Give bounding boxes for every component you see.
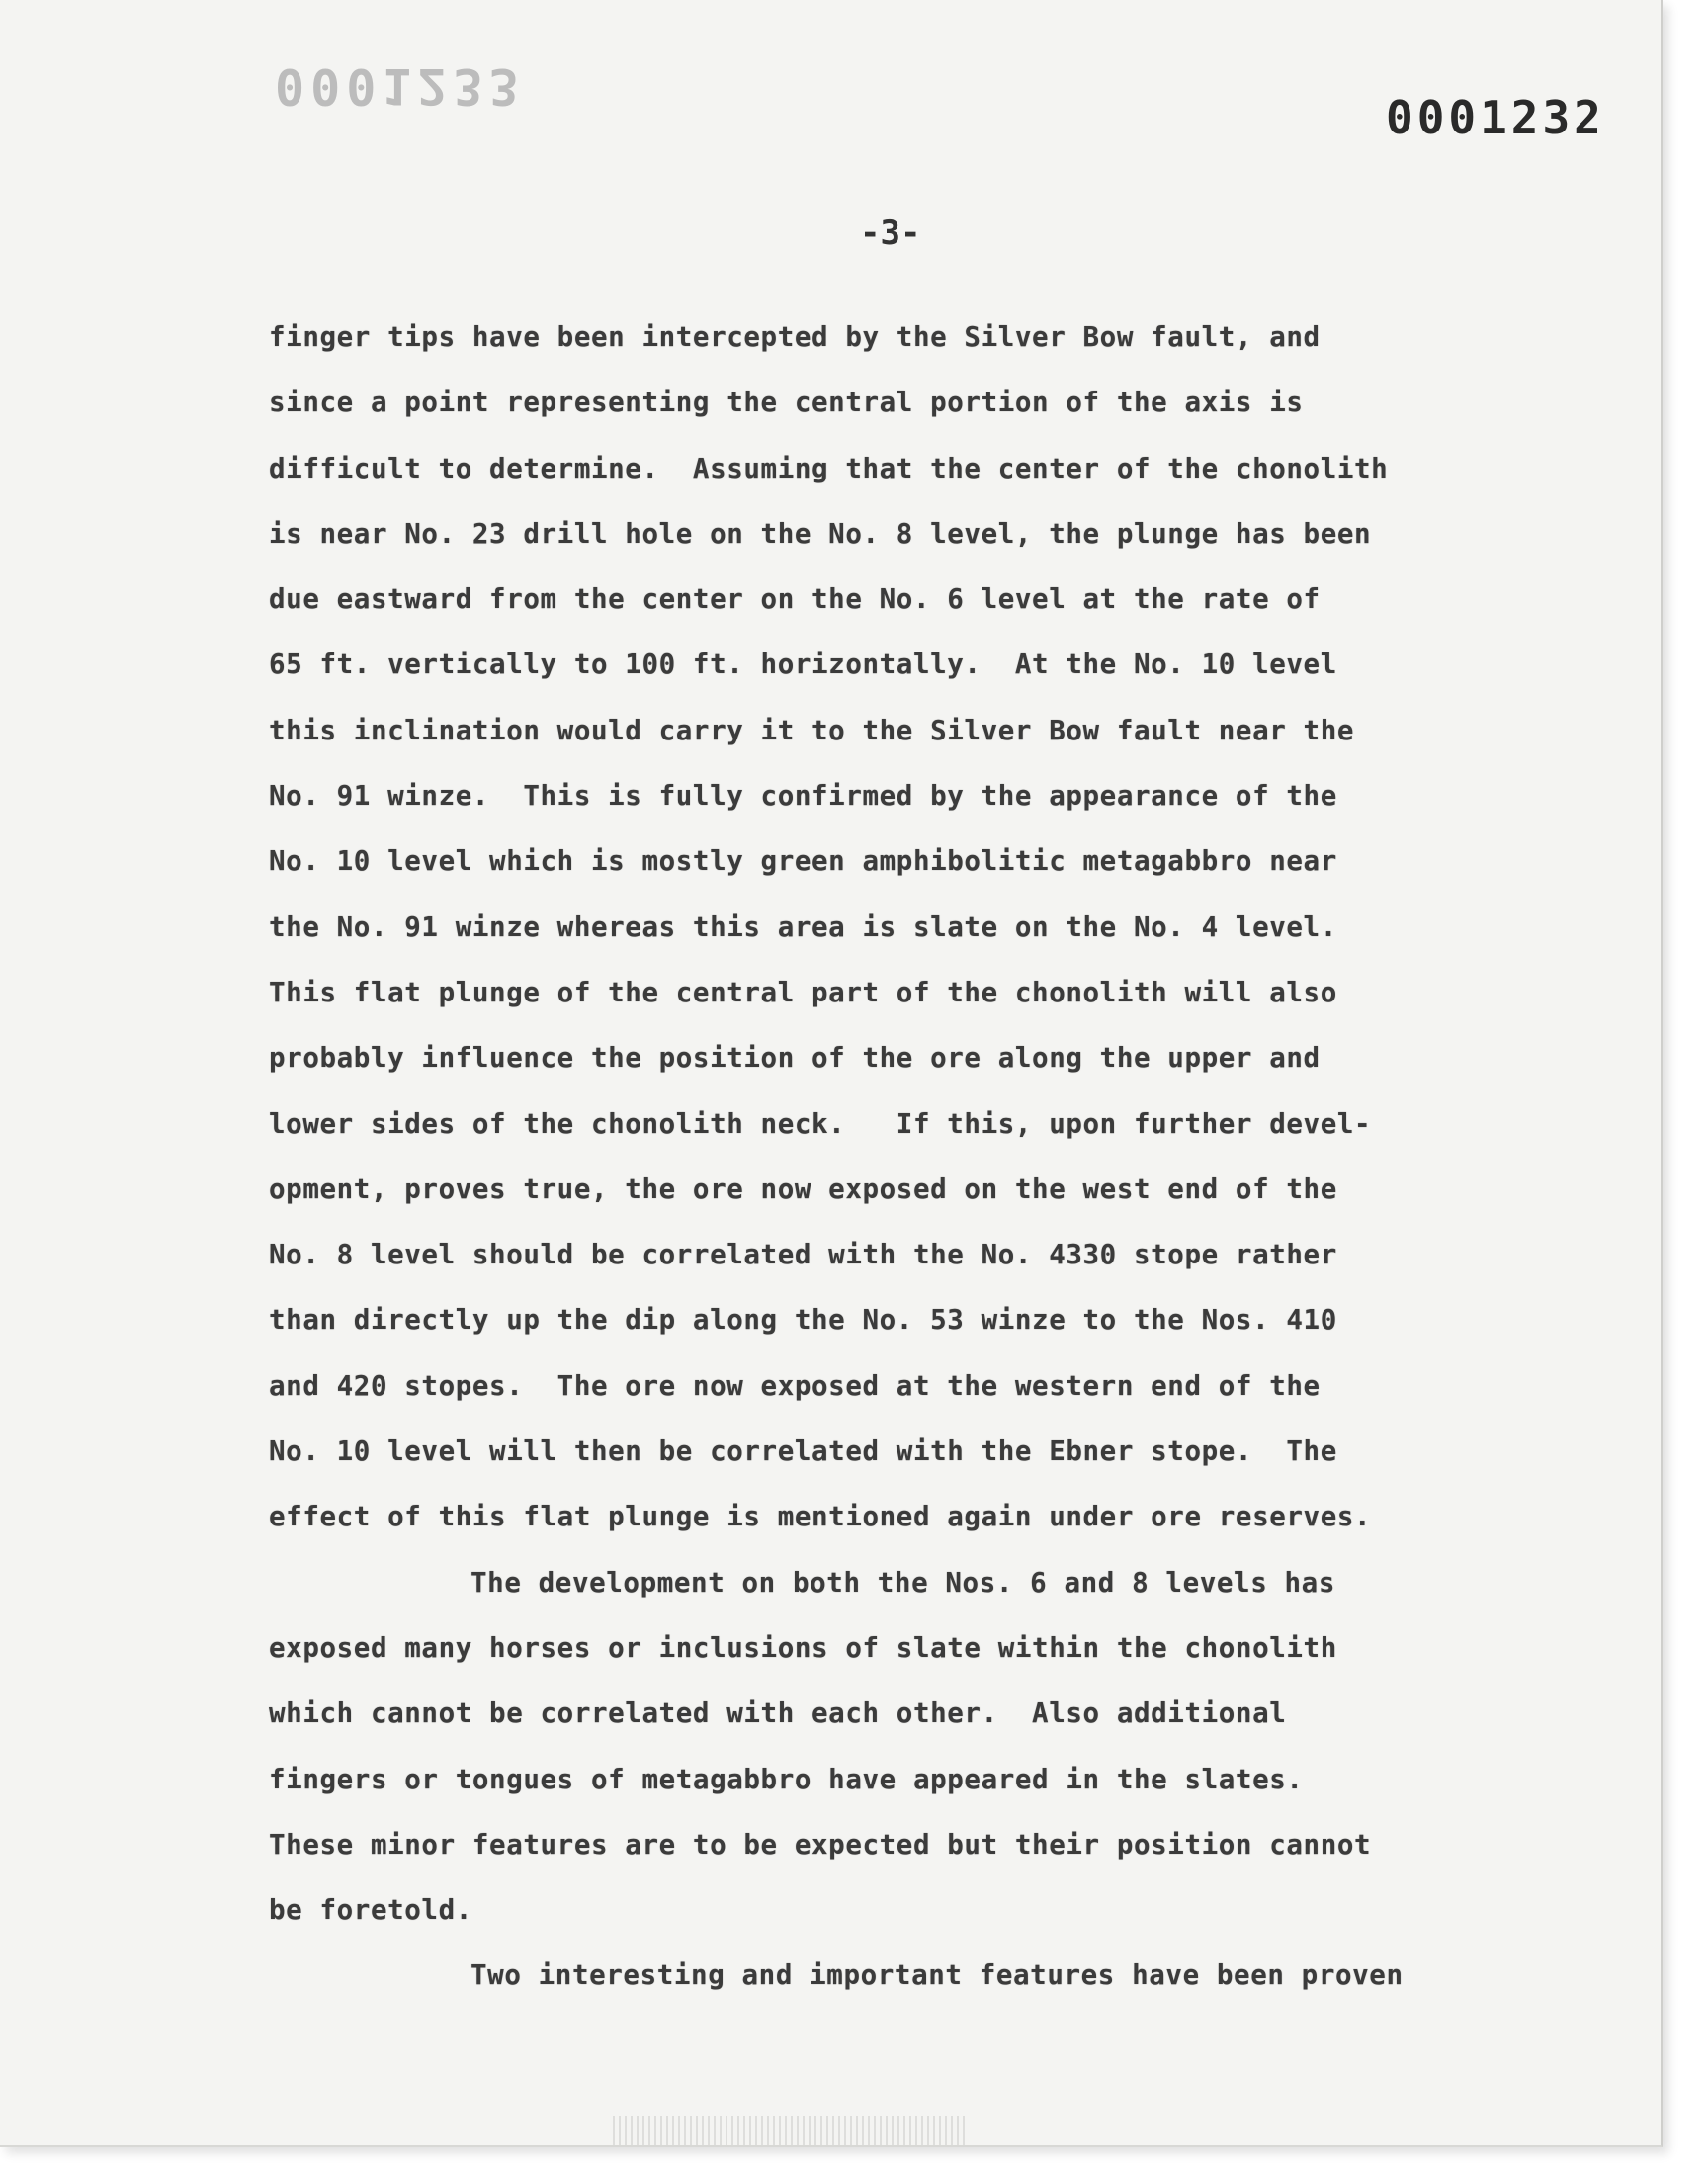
body-text <box>269 304 1613 2009</box>
text-line: difficult to determine. Assuming that the center of the chonolith <box>269 452 1389 484</box>
text-line: the No. 91 winze whereas this area is slate on the No. 4 level. <box>269 911 1337 943</box>
text-line: No. 91 winze. This is fully confirmed by the appearance of the <box>269 780 1337 813</box>
text-line: be foretold. <box>269 1894 472 1927</box>
page-number-stamp: 0001232 <box>1386 91 1605 144</box>
page-marker: -3- <box>860 214 921 253</box>
text-line: 65 ft. vertically to 100 ft. horizontally. At the No. 10 level <box>269 649 1337 681</box>
text-line: These minor features are to be expected but their position cannot <box>269 1828 1372 1861</box>
text-line: and 420 stopes. The ore now exposed at the western end of the <box>269 1369 1321 1402</box>
text-line: Two interesting and important features have been proven <box>470 1959 1404 1992</box>
mirrored-page-stamp: 0001233 <box>275 57 525 115</box>
text-line: This flat plunge of the central part of the chonolith will also <box>269 976 1337 1008</box>
text-line: lower sides of the chonolith neck. If this, upon further devel- <box>269 1107 1372 1140</box>
text-line: No. 10 level which is mostly green amphibolitic metagabbro near <box>269 845 1337 878</box>
text-line: since a point representing the central portion of the axis is <box>269 387 1304 419</box>
text-line: No. 8 level should be correlated with the No. 4330 stope rather <box>269 1239 1337 1271</box>
text-line: No. 10 level will then be correlated with the Ebner stope. The <box>269 1436 1337 1468</box>
text-line: due eastward from the center on the No. 6 level at the rate of <box>269 583 1321 616</box>
text-line: is near No. 23 drill hole on the No. 8 level, the plunge has been <box>269 517 1372 550</box>
text-line: this inclination would carry it to the Silver Bow fault near the <box>269 714 1355 746</box>
text-line: fingers or tongues of metagabbro have appeared in the slates. <box>269 1763 1304 1795</box>
text-line: probably influence the position of the ore along the upper and <box>269 1042 1321 1075</box>
text-line: than directly up the dip along the No. 53 winze to the Nos. 410 <box>269 1304 1337 1337</box>
text-line: which cannot be correlated with each other. Also additional <box>269 1697 1287 1730</box>
text-line: exposed many horses or inclusions of slate within the chonolith <box>269 1631 1337 1664</box>
text-line: The development on both the Nos. 6 and 8 levels has <box>470 1566 1335 1599</box>
scan-smudge <box>613 2116 969 2145</box>
text-line: opment, proves true, the ore now exposed on the west end of the <box>269 1173 1337 1205</box>
text-line: finger tips have been intercepted by the Silver Bow fault, and <box>269 321 1321 353</box>
text-line: effect of this flat plunge is mentioned again under ore reserves. <box>269 1501 1372 1533</box>
